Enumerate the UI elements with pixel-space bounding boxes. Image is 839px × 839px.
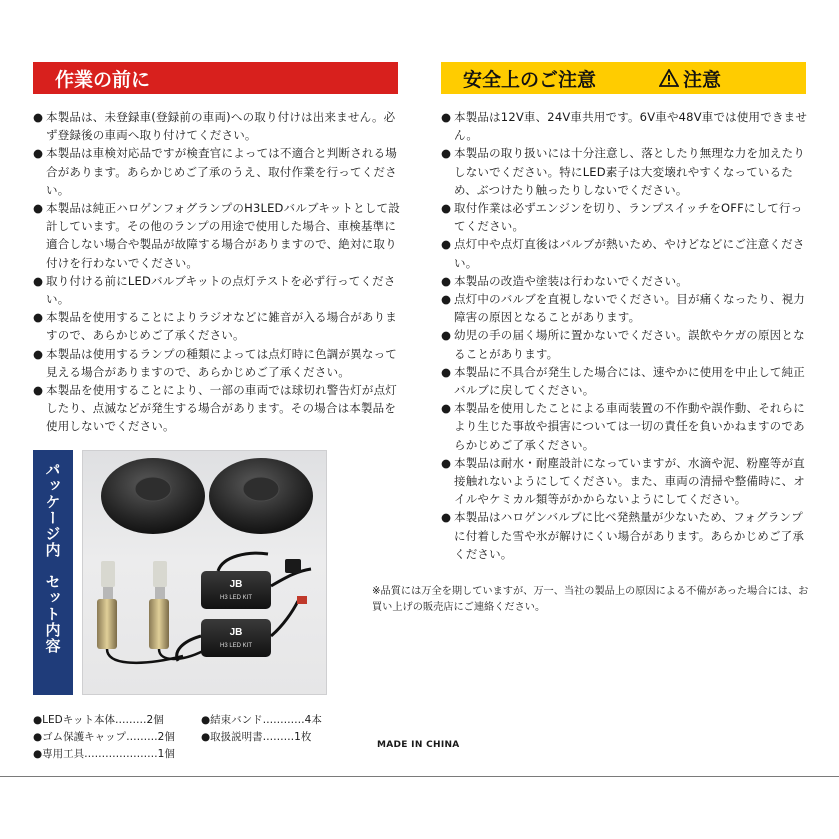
list-item: ● 取付作業は必ずエンジンを切り、ランプスイッチをOFFにして行ってください。 [441,201,803,234]
list-item: ●取扱説明書………1枚 [201,731,312,743]
list-item: ● 本製品を使用することにより、一部の車両では球切れ警告灯が点灯したり、点滅などが発生する場合があります。その場合は本製品を使用しないでください。 [33,383,397,434]
list-item: ● 本製品は、未登録車(登録前の車両)への取り付けは出来ません。必ず登録後の車両へ取り付けてください。 [33,110,396,143]
list-item: ● 点灯中のバルブを直視しないでください。目が痛くなったり、視力障害の原因となることがあります。 [441,292,805,325]
before-work-banner [33,62,398,94]
ballast-bottom [201,619,271,657]
ballast-logo: JB [229,627,243,638]
before-work-title: 作業の前に [55,68,151,91]
led-bulb-left [97,561,183,663]
list-item: ● 幼児の手の届く場所に置かないでください。誤飲やケガの原因となることがあります。 [441,328,805,361]
connector [285,559,301,573]
safety-title: 安全上のご注意 [463,68,597,91]
package-side-band [33,450,73,695]
list-item: ●結束バンド…………4本 [201,714,322,726]
list-item: ● 本製品の改造や塗装は行わないでください。 [441,273,688,288]
ballast-label: H3 LED KIT [219,643,253,649]
quality-note: ※品質には万全を期していますが、万一、当社の製品上の原因による不備があった場合には、お買い上げの販売店にご連絡ください。 [372,586,809,613]
list-item: ● 本製品を使用したことによる車両装置の不作動や誤作動、それらにより生じた事故や損害については一切の責任を負いかねますのであらかじめご了承ください。 [441,401,805,452]
divider [0,776,839,777]
list-item: ● 本製品はハロゲンバルブに比べ発熱量が少ないため、フォグランプに付着した雪や氷が解けにくい場合があります。あらかじめご了承ください。 [441,510,805,561]
list-item: ● 本製品は使用するランプの種類によっては点灯時に色調が異なって見える場合がありますので、あらかじめご了承ください。 [33,346,397,379]
before-work-list [33,108,401,436]
package-side-label: パッケージ内 セット内容 [43,462,62,654]
product-illustration [83,451,327,695]
safety-banner [441,62,806,94]
led-bulb-right [149,561,203,659]
made-in-label: MADE IN CHINA [377,740,460,750]
ballast-label: H3 LED KIT [219,595,253,601]
list-item: ● 点灯中や点灯直後はバルブが熱いため、やけどなどにご注意ください。 [441,237,805,270]
list-item: ● 本製品は純正ハロゲンフォグランプのH3LEDバルブキットとして設計しています。その他のランプの用途で使用した場合、車検基準に適合しない場合や製品が故障する場合がありますので、絶対に取り付けを行わないでください。 [33,201,400,270]
ballast-logo: JB [229,579,243,590]
list-item: ●専用工具…………………1個 [33,748,175,760]
list-item: ● 本製品は耐水・耐塵設計になっていますが、水滴や泥、粉塵等が直接触れないようにしてください。また、車両の清掃や整備時に、オイルやケミカル類等がかからないようにしてください。 [441,455,805,507]
rubber-cap-left [101,458,205,534]
list-item: ●LEDキット本体………2個 [33,714,164,726]
list-item: ● 本製品は車検対応品ですが検査官によっては不適合と判断される場合があります。あらかじめご了承のうえ、取付作業を行ってください。 [33,146,397,197]
list-item: ● 取り付ける前にLEDバルブキットの点灯テストを必ず行ってください。 [33,273,396,307]
list-item: ● 本製品を使用することによりラジオなどに雑音が入る場合がありますので、あらかじめご了承ください。 [33,310,397,343]
list-item: ● 本製品は12V車、24V車共用です。6V車や48V車では使用できません。 [441,110,808,143]
connector [297,596,307,604]
caution-label [659,65,721,92]
product-photo [82,450,327,695]
list-item: ● 本製品の取り扱いには十分注意し、落としたり無理な力を加えたりしないでください。特にLED素子は大変壊れやすくなっているため、ぶつけたり触ったりしないでください。 [441,146,805,197]
warning-triangle-icon [659,69,679,87]
safety-list [441,108,809,563]
caution-text: 注意 [683,68,722,91]
rubber-cap-right [209,458,313,534]
list-item: ●ゴム保護キャップ………2個 [33,731,175,743]
ballast-top [201,571,271,609]
list-item: ● 本製品に不具合が発生した場合には、速やかに使用を中止して純正バルブに戻してください。 [441,364,805,398]
